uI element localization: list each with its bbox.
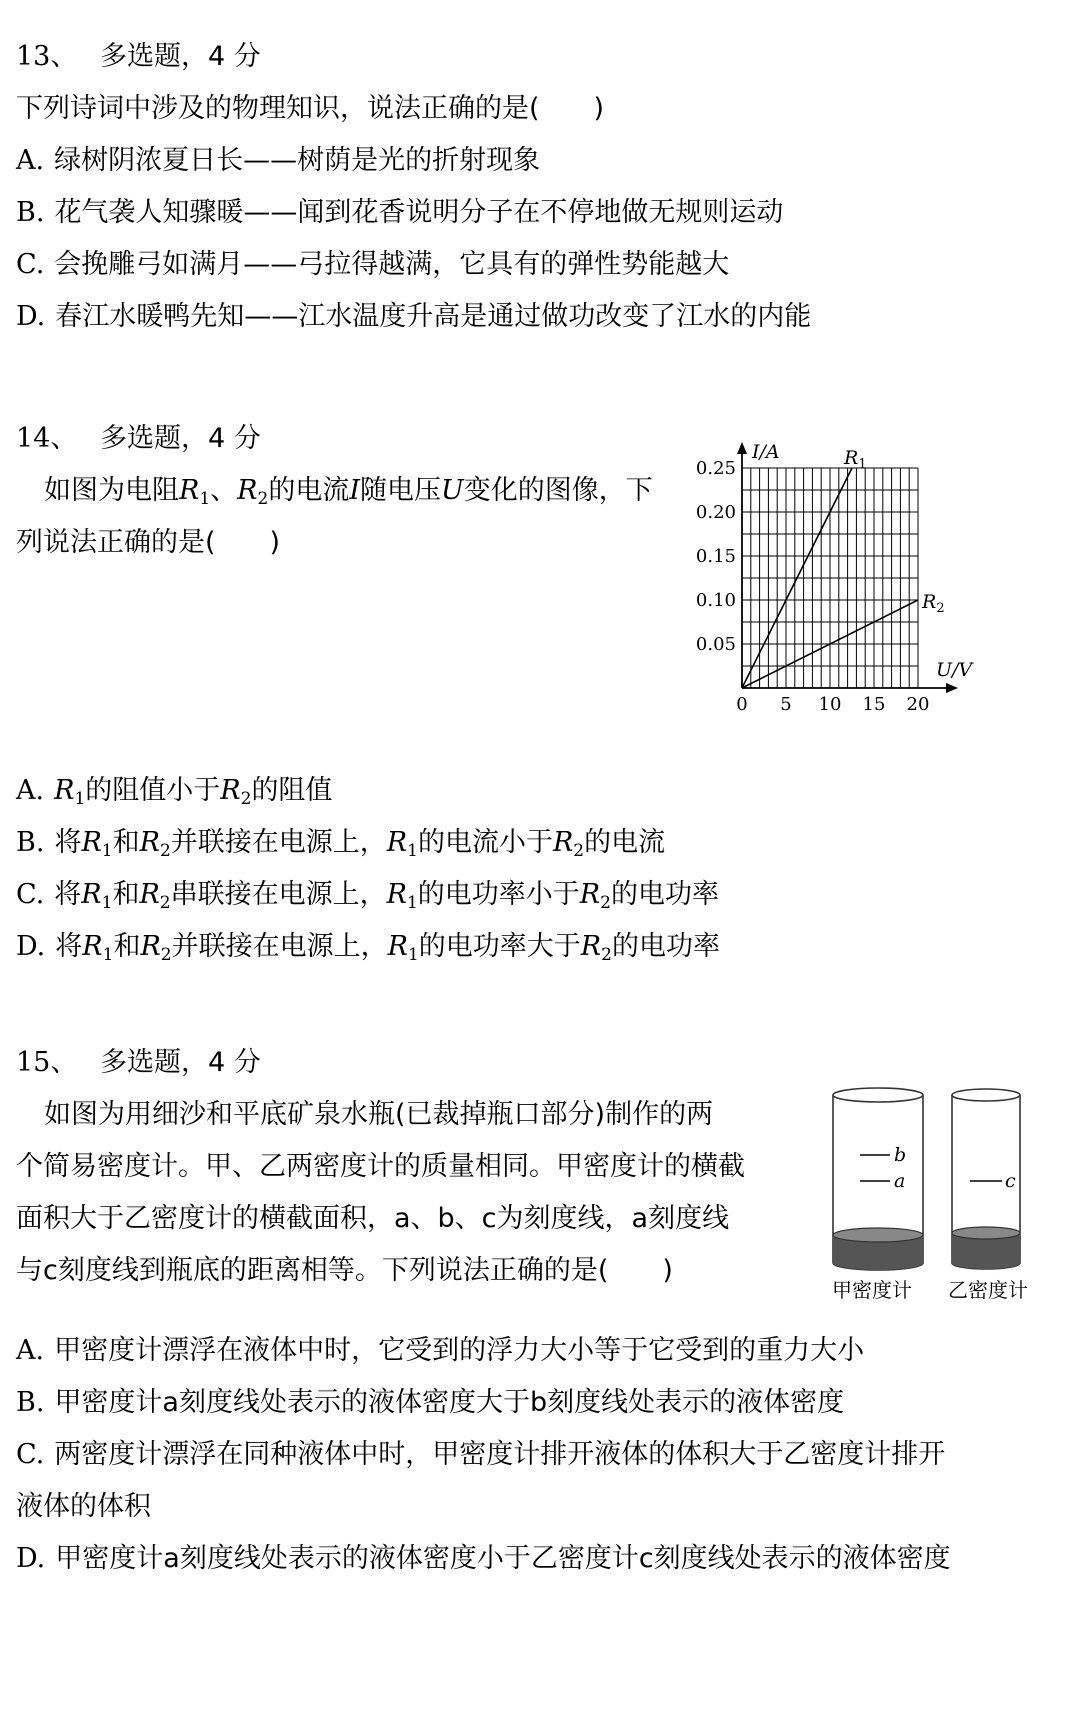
question-stem-line-3: 面积大于乙密度计的横截面积，a、b、c为刻度线，a刻度线 xyxy=(16,1203,730,1234)
x-axis-arrow xyxy=(946,683,958,693)
mark-b-label: b xyxy=(894,1144,907,1166)
series-label-r2: $R_2$ xyxy=(922,591,945,616)
x-tick-label: 0 xyxy=(736,694,748,715)
hydrometer-yi-label: 乙密度计 xyxy=(948,1278,1028,1302)
question-number: 13、 xyxy=(16,41,78,72)
y-tick-label: 0.15 xyxy=(695,546,736,567)
question-13 xyxy=(16,32,811,344)
option-b[interactable]: B. 甲密度计a刻度线处表示的液体密度大于b刻度线处表示的液体密度 xyxy=(16,1387,845,1418)
question-stem-line-4: 与c刻度线到瓶底的距离相等。下列说法正确的是( ) xyxy=(16,1255,673,1286)
hydrometer-yi-sand xyxy=(952,1227,1020,1269)
question-stem-cont: 列说法正确的是( ) xyxy=(16,527,281,558)
question-stem-line-1: 如图为用细沙和平底矿泉水瓶(已裁掉瓶口部分)制作的两 xyxy=(44,1099,714,1130)
option-c-cont: 液体的体积 xyxy=(16,1491,151,1522)
question-header xyxy=(16,32,811,84)
question-type: 多选题，4 分 xyxy=(99,1047,261,1078)
question-stem: 下列诗词中涉及的物理知识，说法正确的是( ) xyxy=(16,93,605,124)
option-c[interactable]: C. 将$R_1$和$R_2$串联接在电源上，$R_1$的电功率小于$R_2$的电功率 xyxy=(16,879,719,913)
question-number: 15、 xyxy=(16,1047,78,1078)
option-a[interactable]: A. $R_1$的阻值小于$R_2$的阻值 xyxy=(16,775,333,809)
y-tick-label: 0.20 xyxy=(695,502,736,523)
x-tick-label: 20 xyxy=(906,694,930,715)
option-c[interactable]: C. 会挽雕弓如满月——弓拉得越满，它具有的弹性势能越大 xyxy=(16,249,730,280)
question-header xyxy=(16,414,653,466)
x-axis-label: U/V xyxy=(936,659,973,681)
question-stem-line-2: 个简易密度计。甲、乙两密度计的质量相同。甲密度计的横截 xyxy=(16,1151,745,1182)
option-c[interactable]: C. 两密度计漂浮在同种液体中时，甲密度计排开液体的体积大于乙密度计排开 xyxy=(16,1439,946,1470)
hydrometer-jia-label: 甲密度计 xyxy=(832,1278,912,1302)
question-14-options xyxy=(16,766,720,974)
option-b[interactable]: B. 花气袭人知骤暖——闻到花香说明分子在不停地做无规则运动 xyxy=(16,197,784,228)
question-14 xyxy=(16,414,653,570)
hydrometer-jia-sand xyxy=(833,1228,923,1270)
x-tick-label: 5 xyxy=(780,694,792,715)
option-a[interactable]: A. 绿树阴浓夏日长——树荫是光的折射现象 xyxy=(16,145,541,176)
x-tick-label: 10 xyxy=(818,694,842,715)
question-15 xyxy=(16,1038,745,1298)
option-d[interactable]: D. 春江水暖鸭先知——江水温度升高是通过做功改变了江水的内能 xyxy=(16,301,812,332)
series-label-r1: $R_1$ xyxy=(844,447,867,472)
mark-c-label: c xyxy=(1005,1170,1016,1192)
question-header xyxy=(16,1038,745,1090)
y-axis-arrow xyxy=(737,442,747,454)
mark-a-label: a xyxy=(894,1170,906,1192)
question-number: 14、 xyxy=(16,423,78,454)
y-tick-label: 0.10 xyxy=(695,590,736,611)
hydrometer-figure xyxy=(830,1085,1060,1305)
y-tick-label: 0.05 xyxy=(695,634,736,655)
option-b[interactable]: B. 将$R_1$和$R_2$并联接在电源上，$R_1$的电流小于$R_2$的电流 xyxy=(16,827,666,861)
question-type: 多选题，4 分 xyxy=(99,41,261,72)
option-a[interactable]: A. 甲密度计漂浮在液体中时，它受到的浮力大小等于它受到的重力大小 xyxy=(16,1335,865,1366)
question-type: 多选题，4 分 xyxy=(99,423,261,454)
option-d[interactable]: D. 甲密度计a刻度线处表示的液体密度小于乙密度计c刻度线处表示的液体密度 xyxy=(16,1543,951,1574)
option-d[interactable]: D. 将$R_1$和$R_2$并联接在电源上，$R_1$的电功率大于$R_2$的电功率 xyxy=(16,931,720,965)
y-tick-label: 0.25 xyxy=(695,458,736,479)
current-voltage-chart xyxy=(695,441,1060,770)
y-axis-label: I/A xyxy=(752,441,780,463)
question-stem: 如图为电阻$R_1$、$R_2$的电流I随电压U变化的图像，下 xyxy=(44,475,653,509)
x-tick-label: 15 xyxy=(862,694,886,715)
question-15-options xyxy=(16,1326,951,1586)
